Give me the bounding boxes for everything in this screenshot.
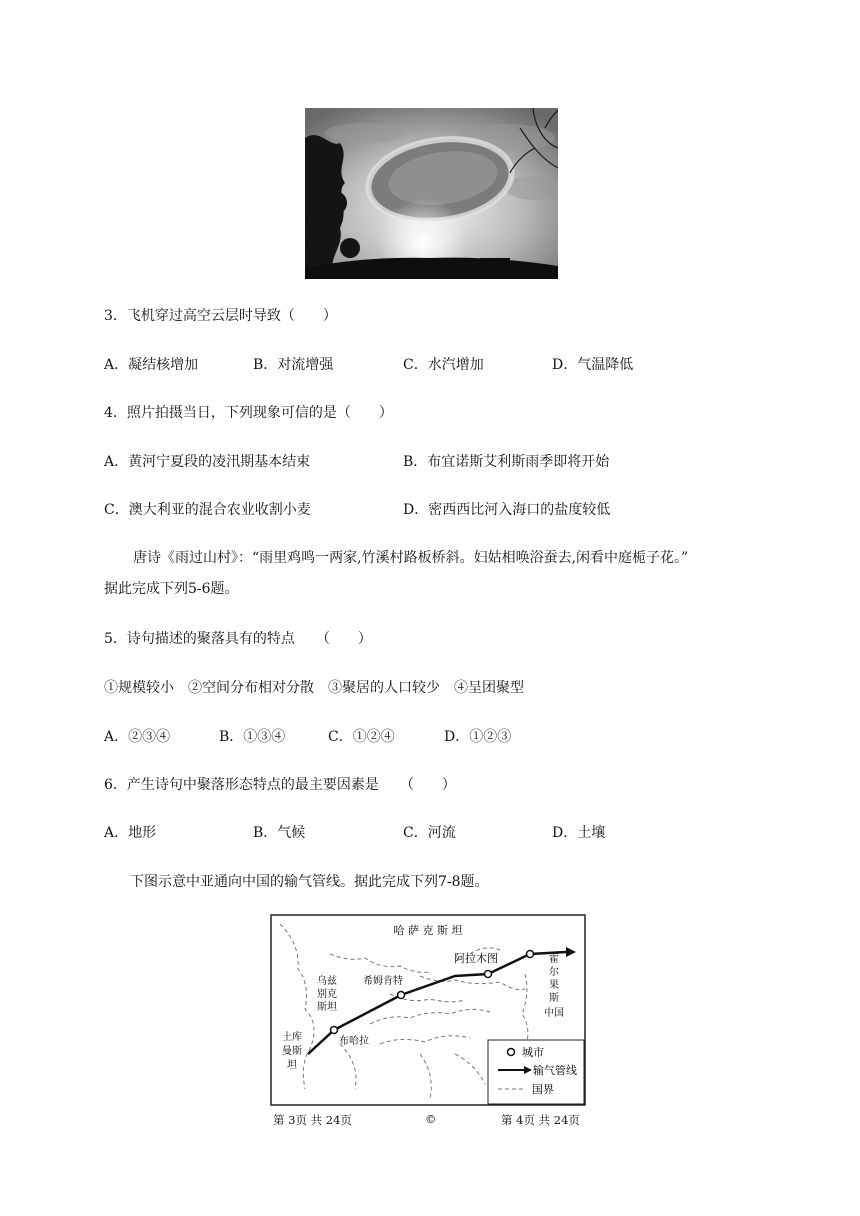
option-b: B．对流增强 — [253, 357, 334, 373]
option-d: D．①②③ — [444, 729, 512, 745]
option-b: B．布宜诺斯艾利斯雨季即将开始 — [403, 454, 610, 470]
question-5-statements: ①规模较小 ②空间分布相对分散 ③聚居的人口较少 ④呈团聚型 — [104, 680, 524, 696]
legend-city: 城市 — [522, 1046, 544, 1059]
legend-city-icon — [508, 1049, 515, 1056]
label-china: 中国 — [544, 1008, 564, 1019]
option-c: C．水汽增加 — [403, 357, 484, 373]
label-kazakhstan: 哈 萨 克 斯 坦 — [393, 924, 463, 937]
option-a: A．地形 — [104, 825, 157, 841]
city-almaty-marker — [485, 971, 492, 978]
label-horgos-1: 霍 — [549, 954, 559, 965]
question-5-stem: 5．诗句描述的聚落具有的特点 （ ） — [104, 631, 372, 647]
option-c: C．澳大利亚的混合农业收割小麦 — [104, 502, 311, 518]
city-almaty-label: 阿拉木图 — [454, 952, 498, 965]
label-uzbek-2: 别克 — [317, 989, 337, 1000]
pipeline-map — [270, 914, 586, 1106]
question-3-stem: 3．飞机穿过高空云层时导致（ ） — [104, 308, 337, 324]
passage-map-intro: 下图示意中亚通向中国的输气管线。据此完成下列7-8题。 — [130, 874, 489, 890]
footer-left: 第 3页 共 24页 — [273, 1113, 352, 1127]
legend-pipeline: 输气管线 — [533, 1064, 577, 1077]
city-shymkent-label: 希姆肯特 — [363, 976, 403, 987]
city-bukhara-marker — [331, 1027, 338, 1034]
label-horgos-2: 尔 — [549, 967, 559, 978]
question-4-stem: 4．照片拍摄当日，下列现象可信的是（ ） — [104, 405, 393, 421]
legend-border: 国界 — [532, 1083, 554, 1096]
footer-center: © — [425, 1112, 437, 1126]
label-uzbek-3: 斯坦 — [317, 1002, 337, 1013]
passage-instruction: 据此完成下列5-6题。 — [104, 581, 239, 597]
map-legend — [488, 1040, 584, 1104]
option-c: C．河流 — [403, 825, 456, 841]
city-horgos-marker — [527, 951, 534, 958]
option-a: A．②③④ — [104, 729, 171, 745]
option-d: D．土壤 — [552, 825, 606, 841]
label-turkmen-3: 坦 — [287, 1060, 297, 1071]
option-b: B．气候 — [253, 825, 306, 841]
passage-poem: 唐诗《雨过山村》：“雨里鸡鸣一两家,竹溪村路板桥斜。妇姑相唤浴蚕去,闲看中庭栀子花。” — [133, 550, 689, 566]
option-a: A．凝结核增加 — [104, 357, 199, 373]
option-d: D．气温降低 — [552, 357, 634, 373]
label-horgos-4: 斯 — [549, 993, 559, 1004]
label-turkmen-1: 土库 — [282, 1032, 302, 1043]
cloud-photo — [305, 108, 558, 279]
option-a: A．黄河宁夏段的凌汛期基本结束 — [104, 454, 311, 470]
label-horgos-3: 果 — [549, 980, 559, 991]
option-b: B．①③④ — [219, 729, 286, 745]
question-6-stem: 6．产生诗句中聚落形态特点的最主要因素是 （ ） — [104, 777, 456, 793]
city-shymkent-marker — [398, 992, 405, 999]
option-d: D．密西西比河入海口的盐度较低 — [403, 502, 611, 518]
label-uzbek-1: 乌兹 — [317, 976, 337, 987]
footer-right: 第 4页 共 24页 — [501, 1113, 580, 1127]
label-turkmen-2: 曼斯 — [282, 1046, 302, 1057]
option-c: C．①②④ — [328, 729, 395, 745]
city-bukhara-label: 布哈拉 — [339, 1036, 369, 1047]
